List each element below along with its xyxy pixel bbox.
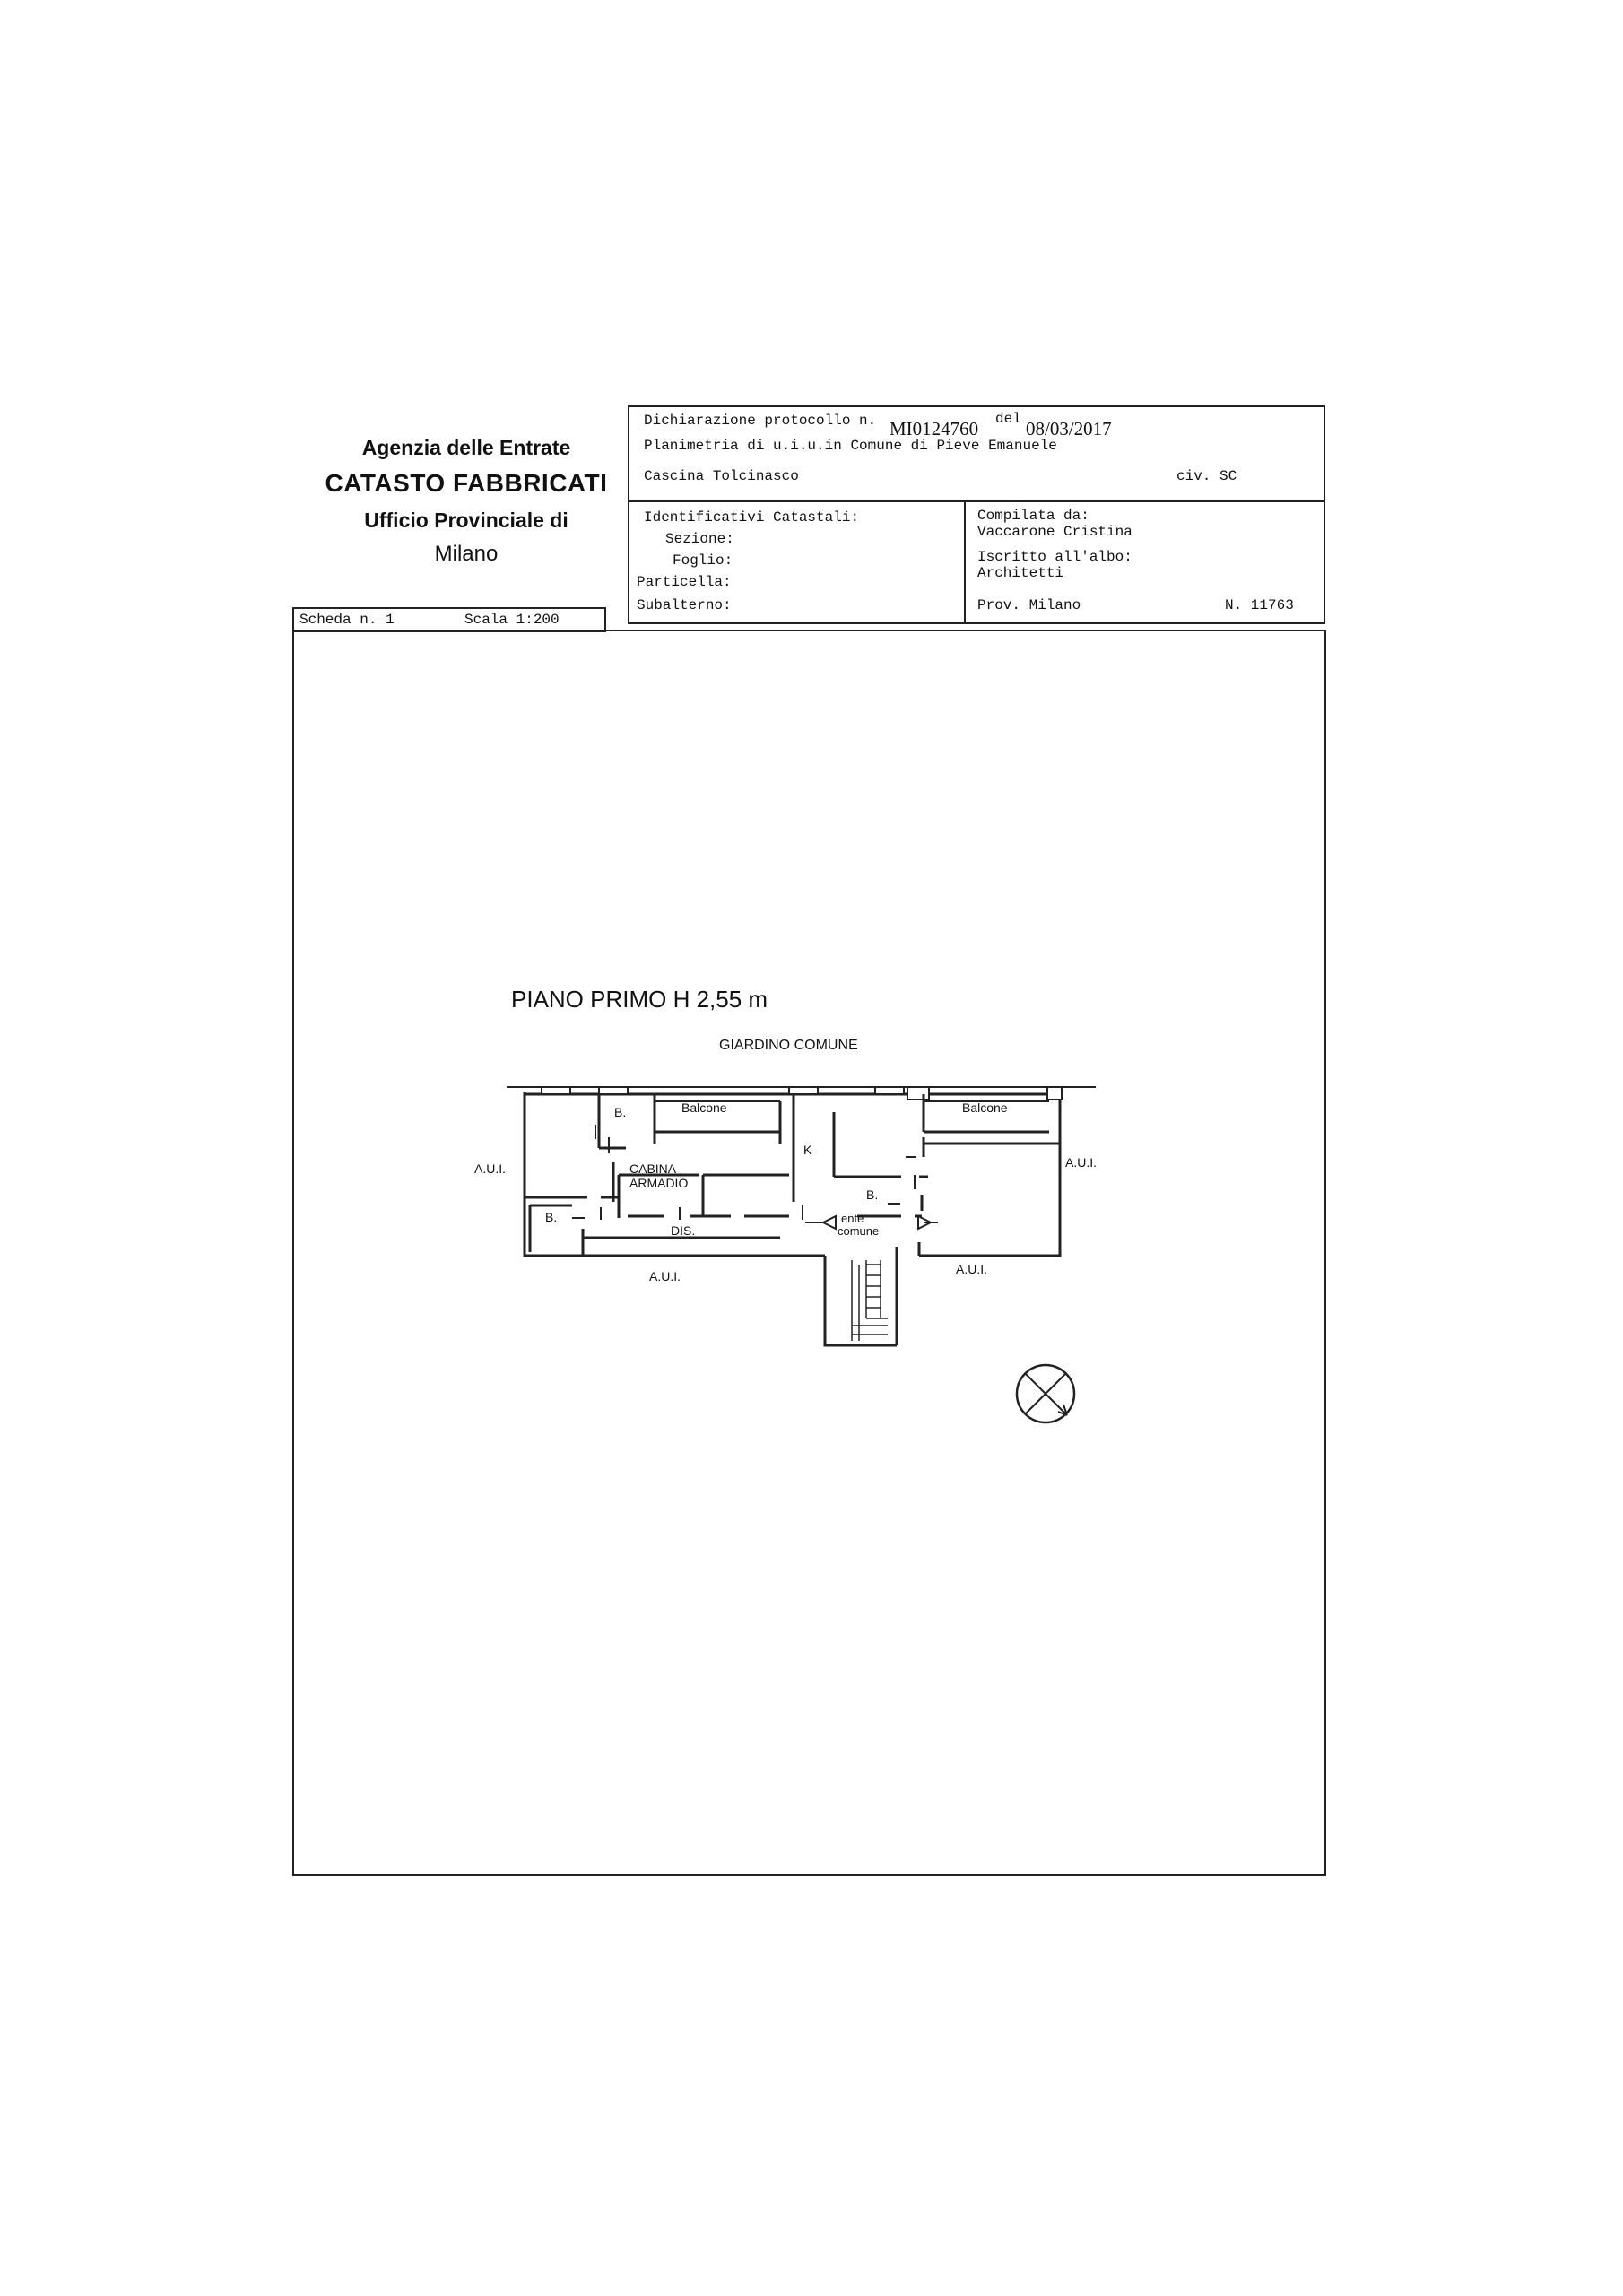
agency-city: Milano <box>434 542 499 566</box>
date-label: del <box>995 411 1021 427</box>
plan-title: PIANO PRIMO H 2,55 m <box>511 986 768 1013</box>
room-bath-bottom: B. <box>545 1210 558 1224</box>
register-label: Iscritto all'albo: <box>977 549 1133 565</box>
identifiers-title: Identificativi Catastali: <box>644 509 860 526</box>
protocol-label: Dichiarazione protocollo n. <box>644 413 877 429</box>
agency-department: CATASTO FABBRICATI <box>325 469 608 497</box>
subalterno-label: Subalterno: <box>637 597 732 613</box>
compiler-label: Compilata da: <box>977 508 1089 524</box>
room-kitchen: K <box>803 1143 812 1157</box>
particella-label: Particella: <box>637 574 732 590</box>
garden-label: GIARDINO COMUNE <box>719 1038 858 1053</box>
foglio-label: Foglio: <box>673 552 733 569</box>
agency-name: Agenzia delle Entrate <box>361 436 571 459</box>
room-cabina-line2: ARMADIO <box>629 1176 689 1190</box>
room-bath-right: B. <box>866 1187 879 1202</box>
compiler-name: Vaccarone Cristina <box>977 524 1133 540</box>
sheet-scale: Scala 1:200 <box>464 612 560 628</box>
aui-bottom-right: A.U.I. <box>956 1262 988 1276</box>
aui-right: A.U.I. <box>1065 1155 1098 1170</box>
civic-number: civ. SC <box>1176 468 1237 484</box>
sheet-number: Scheda n. 1 <box>299 612 395 628</box>
common-entrance-line1: ente <box>841 1212 864 1225</box>
sezione-label: Sezione: <box>665 531 734 547</box>
address: Cascina Tolcinasco <box>644 468 799 484</box>
register-value: Architetti <box>977 565 1064 581</box>
plan-line: Planimetria di u.i.u.in Comune di Pieve Emanuele <box>644 438 1057 454</box>
declaration-date: 08/03/2017 <box>1026 418 1112 439</box>
room-balcony-right: Balcone <box>962 1100 1008 1115</box>
room-balcony-left: Balcone <box>681 1100 727 1115</box>
province: Prov. Milano <box>977 597 1081 613</box>
aui-bottom-left: A.U.I. <box>649 1269 681 1283</box>
agency-office: Ufficio Provinciale di <box>364 509 568 532</box>
common-entrance-line2: comune <box>838 1224 880 1238</box>
room-corridor: DIS. <box>671 1223 696 1238</box>
room-cabina-line1: CABINA <box>629 1161 677 1176</box>
register-number: N. 11763 <box>1225 597 1294 613</box>
aui-left: A.U.I. <box>474 1161 507 1176</box>
protocol-number: MI0124760 <box>890 418 979 439</box>
room-bath-top: B. <box>614 1105 627 1119</box>
